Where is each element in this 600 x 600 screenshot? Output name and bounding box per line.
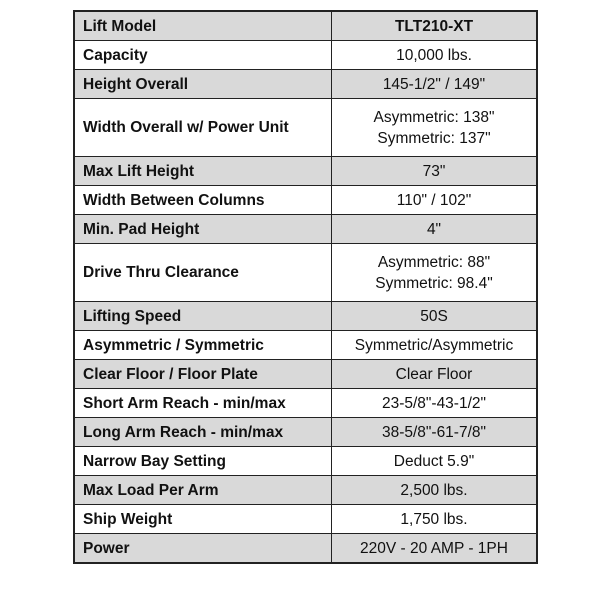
spec-row [74,389,537,418]
spec-value: Deduct 5.9" [332,447,538,476]
spec-value: 50S [332,302,538,331]
spec-label: Width Between Columns [74,186,332,215]
spec-row [74,331,537,360]
spec-value: 1,750 lbs. [332,505,538,534]
spec-value: 110" / 102" [332,186,538,215]
spec-label: Power [74,534,332,564]
spec-row [74,11,537,41]
spec-row [74,360,537,389]
spec-row [74,302,537,331]
spec-label: Narrow Bay Setting [74,447,332,476]
spec-value: 23-5/8"-43-1/2" [332,389,538,418]
spec-value-line: Asymmetric: 88" [377,253,491,271]
spec-value: 38-5/8"-61-7/8" [332,418,538,447]
spec-row [74,244,537,302]
spec-row [74,476,537,505]
spec-label: Capacity [74,41,332,70]
spec-value: Clear Floor [332,360,538,389]
spec-value: 2,500 lbs. [332,476,538,505]
spec-label: Asymmetric / Symmetric [74,331,332,360]
spec-label: Lifting Speed [74,302,332,331]
spec-value [332,99,538,157]
spec-value: 4" [332,215,538,244]
spec-row [74,418,537,447]
spec-table [73,10,538,564]
spec-value: TLT210-XT [332,11,538,41]
spec-label: Lift Model [74,11,332,41]
spec-row [74,70,537,99]
spec-label: Height Overall [74,70,332,99]
spec-row [74,215,537,244]
spec-value-line: Symmetric: 137" [377,129,491,147]
spec-label: Max Load Per Arm [74,476,332,505]
spec-value-line: Asymmetric: 138" [373,108,495,126]
spec-row [74,534,537,564]
spec-value: 73" [332,157,538,186]
spec-row [74,157,537,186]
spec-value: 220V - 20 AMP - 1PH [332,534,538,564]
spec-label: Width Overall w/ Power Unit [74,99,332,157]
spec-value: 10,000 lbs. [332,41,538,70]
spec-value [332,244,538,302]
spec-table-body [74,11,537,563]
spec-label: Long Arm Reach - min/max [74,418,332,447]
spec-row [74,447,537,476]
spec-label: Max Lift Height [74,157,332,186]
spec-row [74,99,537,157]
spec-label: Short Arm Reach - min/max [74,389,332,418]
spec-value: 145-1/2" / 149" [332,70,538,99]
spec-label: Ship Weight [74,505,332,534]
spec-value-line: Symmetric: 98.4" [375,274,493,292]
spec-value: Symmetric/Asymmetric [332,331,538,360]
spec-row [74,505,537,534]
spec-label: Drive Thru Clearance [74,244,332,302]
spec-label: Clear Floor / Floor Plate [74,360,332,389]
spec-label: Min. Pad Height [74,215,332,244]
spec-row [74,186,537,215]
spec-row [74,41,537,70]
